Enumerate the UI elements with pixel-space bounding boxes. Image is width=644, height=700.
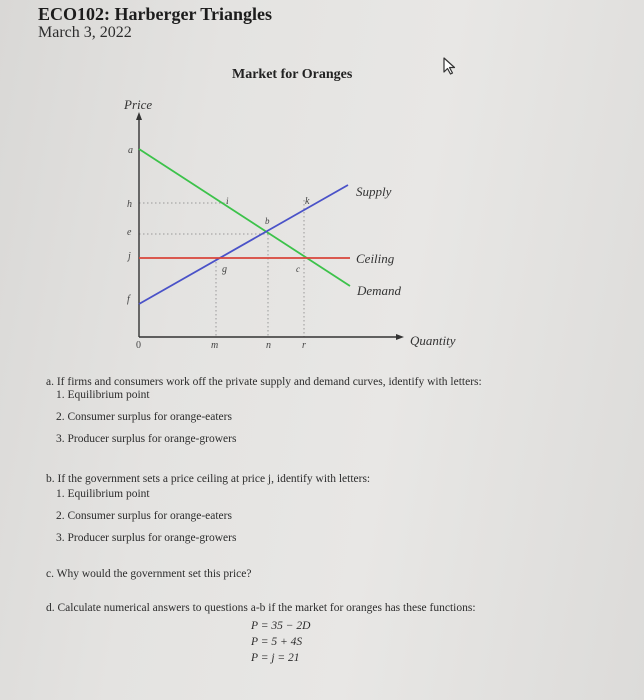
demand-label: Demand — [357, 283, 402, 298]
equation-ceiling: P = j = 21 — [251, 652, 300, 664]
point-label: i — [226, 196, 229, 206]
point-label: g — [222, 264, 227, 275]
question-b-prompt: b. If the government sets a price ceiling at price j, identify with letters: — [46, 473, 371, 485]
document-date: March 3, 2022 — [38, 24, 132, 41]
y-tick-label: f — [127, 294, 130, 305]
supply-label: Supply — [356, 184, 392, 199]
question-d-prompt: d. Calculate numerical answers to questions a-b if the market for oranges has these functions: — [46, 602, 476, 614]
y-tick-label: j — [128, 251, 131, 262]
x-axis-arrow — [396, 334, 404, 340]
chart-title: Market for Oranges — [232, 67, 353, 82]
question-a-item: 3. Producer surplus for orange-growers — [56, 433, 237, 445]
point-label: b — [265, 216, 270, 226]
x-tick-label: n — [266, 340, 271, 351]
origin-label: 0 — [136, 340, 141, 351]
question-a-item: 2. Consumer surplus for orange-eaters — [56, 411, 232, 423]
question-c-prompt: c. Why would the government set this price? — [46, 568, 252, 580]
document-title: ECO102: Harberger Triangles — [38, 4, 272, 24]
y-axis-title: Price — [124, 97, 153, 112]
demand-curve — [139, 149, 350, 286]
y-tick-label: h — [127, 199, 132, 210]
supply-curve — [139, 185, 348, 304]
x-tick-label: m — [211, 340, 219, 351]
equation-demand: P = 35 − 2D — [251, 620, 311, 632]
question-a-item: 1. Equilibrium point — [56, 389, 150, 401]
ceiling-label: Ceiling — [356, 251, 395, 266]
point-label: k — [305, 196, 310, 207]
point-label: c — [296, 264, 300, 274]
question-b-item: 2. Consumer surplus for orange-eaters — [56, 510, 232, 522]
x-tick-label: r — [302, 340, 306, 351]
question-b-item: 3. Producer surplus for orange-growers — [56, 532, 237, 544]
y-tick-label: e — [127, 227, 132, 238]
equation-supply: P = 5 + 4S — [251, 636, 303, 648]
question-a-prompt: a. If firms and consumers work off the private supply and demand curves, identify with letters: — [46, 376, 482, 388]
question-b-item: 1. Equilibrium point — [56, 488, 150, 500]
y-tick-label: a — [128, 145, 133, 156]
y-axis-arrow — [136, 112, 142, 120]
x-axis-title: Quantity — [410, 333, 456, 348]
